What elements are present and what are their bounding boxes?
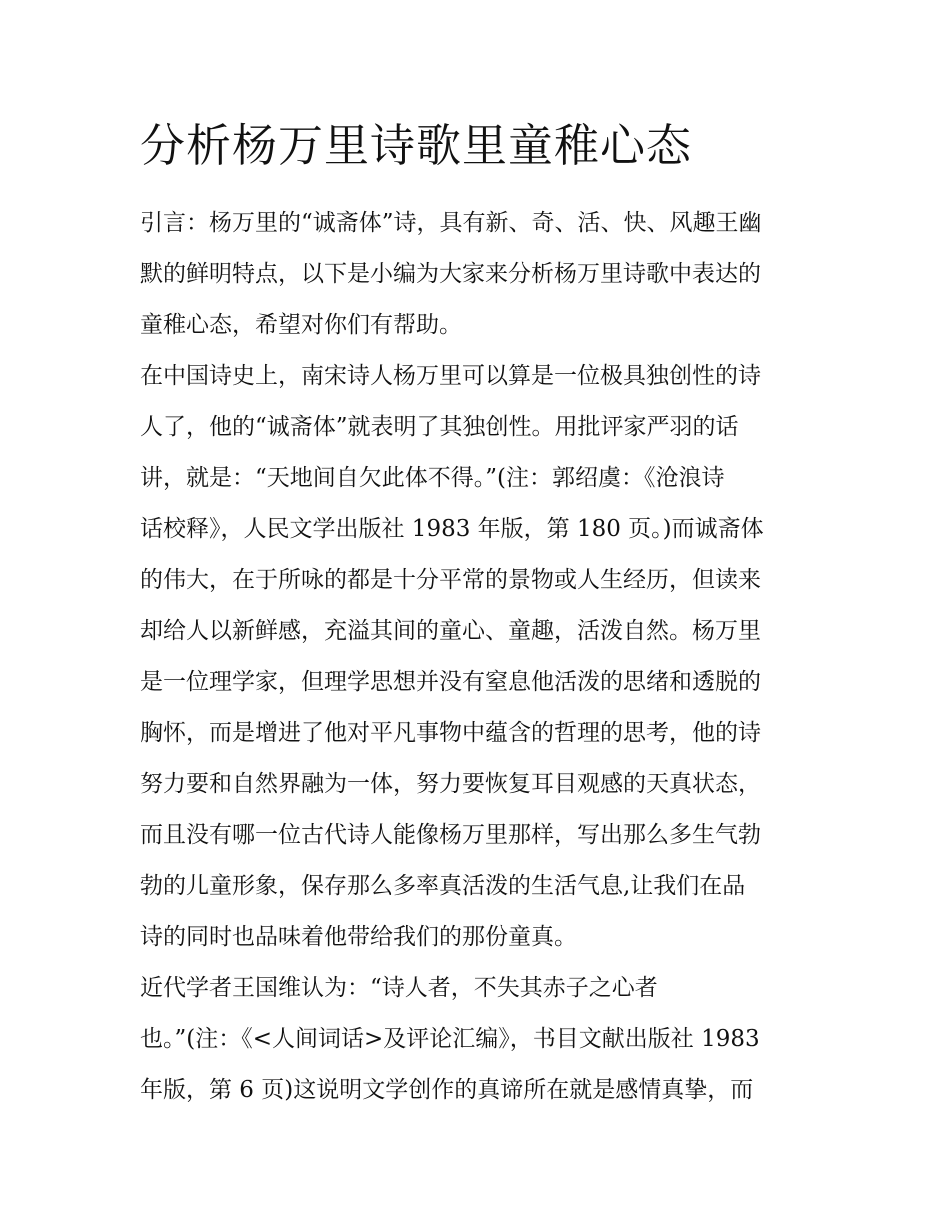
document-body xyxy=(140,198,820,1116)
text-line: 也。”(注：《<人间词话>及评论汇编》，书目文献出版社 1983 xyxy=(140,1026,760,1052)
text-line: 近代学者王国维认为：“诗人者，不失其赤子之心者 xyxy=(140,975,658,1001)
text-line: 诗的同时也品味着他带给我们的那份童真。 xyxy=(140,924,577,950)
text-line: 年版，第 6 页)这说明文学创作的真谛所在就是感情真挚，而 xyxy=(140,1077,754,1103)
text-line: 默的鲜明特点，以下是小编为大家来分析杨万里诗歌中表达的 xyxy=(140,261,761,287)
text-line: 而且没有哪一位古代诗人能像杨万里那样，写出那么多生气勃 xyxy=(140,822,761,848)
text-line: 讲，就是：“天地间自欠此体不得。”(注：郭绍虞：《沧浪诗 xyxy=(140,465,725,491)
text-line: 在中国诗史上，南宋诗人杨万里可以算是一位极具独创性的诗 xyxy=(140,363,761,389)
page-title: 分析杨万里诗歌里童稚心态 xyxy=(140,119,693,172)
text-line: 勃的儿童形象，保存那么多率真活泼的生活气息,让我们在品 xyxy=(140,873,746,899)
text-line: 话校释》，人民文学出版社 1983 年版，第 180 页。)而诚斋体 xyxy=(140,516,764,542)
text-line: 童稚心态，希望对你们有帮助。 xyxy=(140,312,462,338)
text-line: 的伟大，在于所咏的都是十分平常的景物或人生经历，但读来 xyxy=(140,567,761,593)
text-line: 人了，他的“诚斋体”就表明了其独创性。用批评家严羽的话 xyxy=(140,414,739,440)
text-line: 是一位理学家，但理学思想并没有窒息他活泼的思绪和透脱的 xyxy=(140,669,761,695)
text-line: 努力要和自然界融为一体，努力要恢复耳目观感的天真状态， xyxy=(140,771,761,797)
text-line: 胸怀，而是增进了他对平凡事物中蕴含的哲理的思考，他的诗 xyxy=(140,720,761,746)
text-line: 却给人以新鲜感，充溢其间的童心、童趣，活泼自然。杨万里 xyxy=(140,618,761,644)
text-line: 引言：杨万里的“诚斋体”诗，具有新、奇、活、快、风趣王幽 xyxy=(140,210,762,236)
